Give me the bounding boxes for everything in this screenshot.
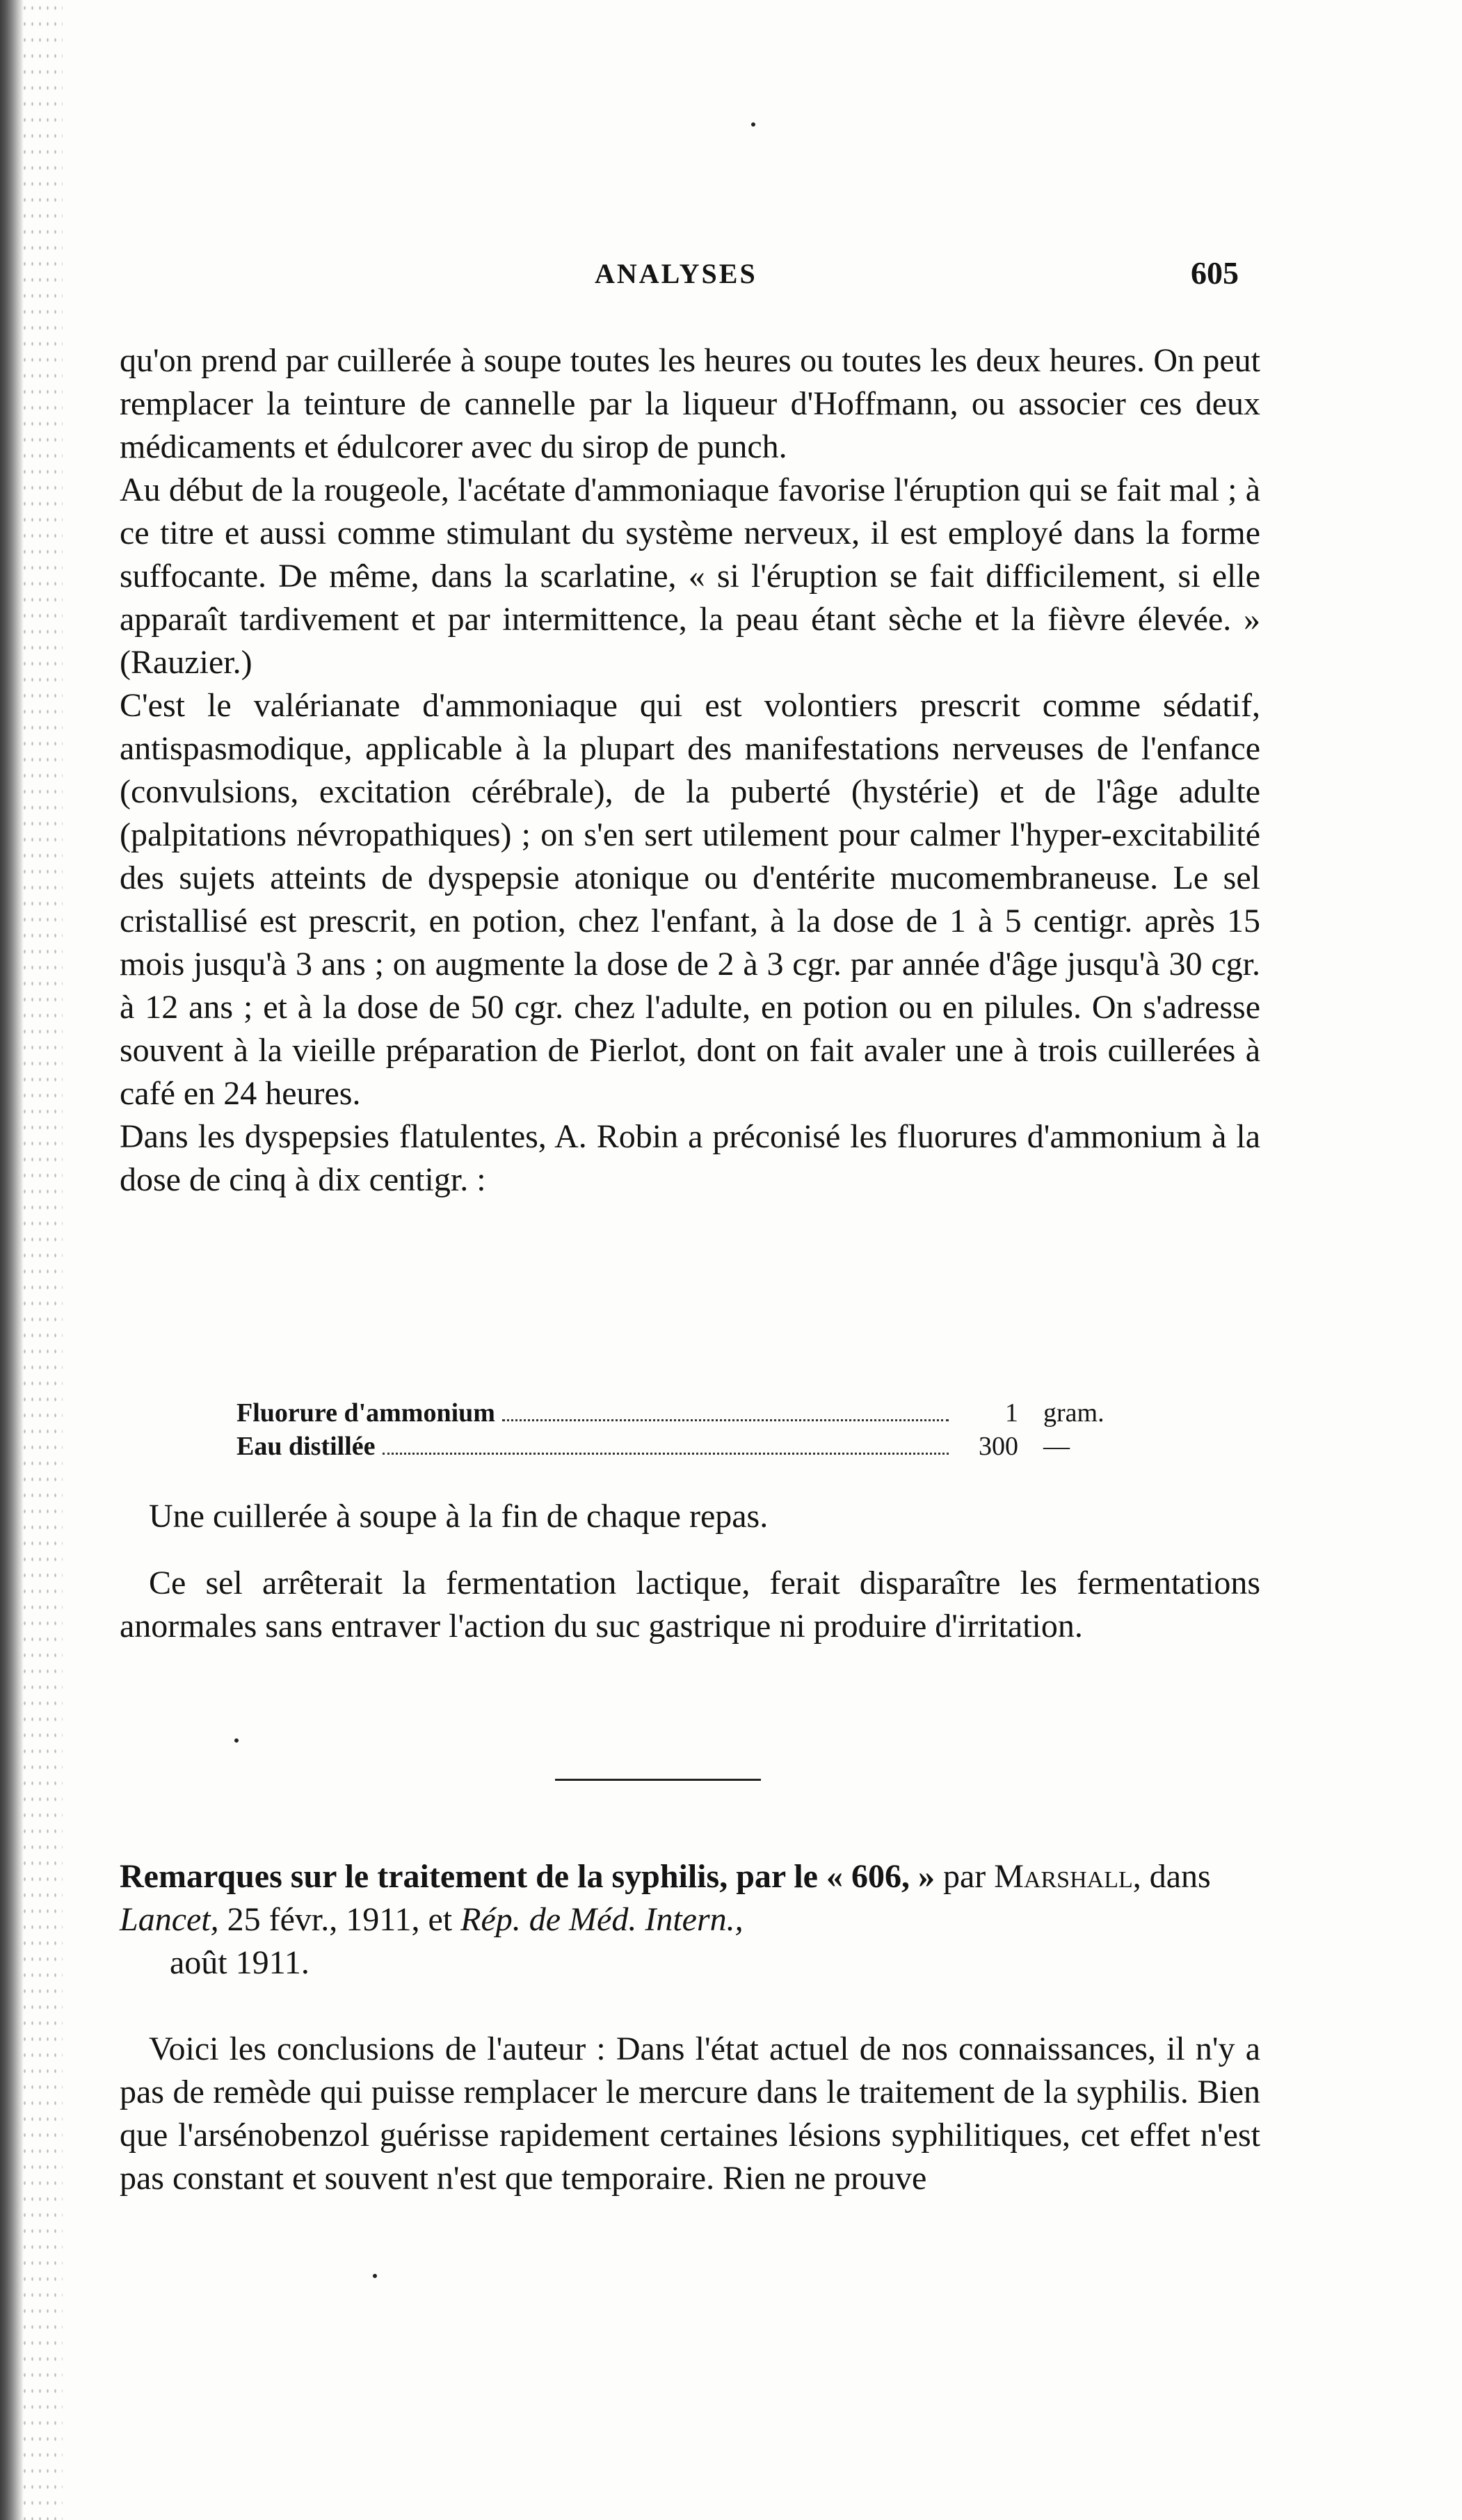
scan-speck [234, 1738, 239, 1743]
prescription-item: Fluorure d'ammonium [236, 1398, 495, 1428]
scan-speck [373, 2274, 377, 2278]
paragraph-dosage: Une cuillerée à soupe à la fin de chaque repas. [149, 1498, 769, 1535]
reference-in: dans [1149, 1858, 1211, 1895]
page-number: 605 [1191, 255, 1239, 291]
binding-speckle [21, 0, 63, 2520]
prescription-row [236, 1396, 1141, 1430]
prescription-unit: gram. [1043, 1398, 1104, 1428]
body-text-top [120, 339, 1260, 1202]
body-text-conclusion [120, 2028, 1260, 2200]
leader-dots [502, 1419, 949, 1421]
prescription-unit: — [1043, 1432, 1070, 1461]
running-title: ANALYSES [595, 258, 757, 289]
binding-shadow [0, 0, 24, 2520]
reference-by: par [942, 1858, 986, 1895]
reference-title: Remarques sur le traitement de la syphilis, par le « 606, » [120, 1858, 935, 1895]
paragraph-fermentation: Ce sel arrêterait la fermentation lactique, ferait disparaître les fermentations anormales sans entraver l'action du suc gastrique ni produire d'irritation. [120, 1565, 1260, 1645]
reference-journal-date: 25 févr., 1911, et [227, 1901, 453, 1938]
scan-speck [751, 122, 755, 127]
prescription-table [236, 1396, 1141, 1463]
reference-line [120, 1855, 1260, 1941]
paragraph-continuation: qu'on prend par cuillerée à soupe toutes les heures ou toutes les deux heures. On peut remplacer la teinture de cannelle par la liqueur d'Hoffmann, ou associer ces deux médicaments et édulcorer avec du sirop de punch. [120, 342, 1260, 465]
paragraph-valerianate: C'est le valérianate d'ammoniaque qui est volontiers prescrit comme sédatif, antispasmodique, applicable à la plupart des manifestations nerveuses de l'enfance (convulsions, excitation cérébrale), de la puberté (hystérie) et de l'âge adulte (palpitations névropathiques) ; on s'en sert utilement pour calmer l'hyper-excitabilité des sujets atteints de dyspepsie atonique ou d'entérite mucomembraneuse. Le sel cristallisé est prescrit, en potion, chez l'enfant, à la dose de 1 à 5 centigr. après 15 mois jusqu'à 3 ans ; on augmente la dose de 2 à 3 cgr. par année d'âge jusqu'à 30 cgr. à 12 ans ; et à la dose de 50 cgr. chez l'adulte, en potion ou en pilules. On s'adresse souvent à la vieille préparation de Pierlot, dont on fait avaler une à trois cuillerées à café en 24 heures. [120, 687, 1260, 1112]
leader-dots [383, 1453, 949, 1455]
running-head [0, 257, 1462, 299]
body-text-after-table [120, 1495, 1260, 1672]
reference-journal: Lancet, [120, 1901, 219, 1938]
reference-date-line [120, 1941, 1260, 1985]
paragraph-rougeole: Au début de la rougeole, l'acétate d'ammoniaque favorise l'éruption qui se fait mal ; à ce titre et aussi comme stimulant du système nerveux, il est employé dans la forme suffocante. De même, dans la scarlatine, « si l'éruption se fait difficilement, si elle apparaît tardivement et par intermittence, la peau étant sèche et la fièvre élevée. » (Rauzier.) [120, 471, 1260, 681]
reference-author: Marshall, [994, 1858, 1141, 1895]
prescription-row [236, 1430, 1141, 1463]
prescription-qty: 300 [979, 1432, 1018, 1461]
reference-review-date: août 1911. [170, 1944, 310, 1981]
paragraph-conclusion: Voici les conclusions de l'auteur : Dans l'état actuel de nos connaissances, il n'y a pas de remède qui puisse remplacer le mercure dans le traitement de la syphilis. Bien que l'arsénobenzol guérisse rapidement certaines lésions syphilitiques, cet effet n'est pas constant et souvent n'est que temporaire. Rien ne prouve [120, 2030, 1260, 2197]
reference-review: Rép. de Méd. Intern., [460, 1901, 744, 1938]
section-separator [555, 1779, 761, 1781]
prescription-qty: 1 [1005, 1398, 1018, 1428]
article-reference [120, 1855, 1260, 1985]
paragraph-dyspepsies: Dans les dyspepsies flatulentes, A. Robin a préconisé les fluorures d'ammonium à la dose de cinq à dix centigr. : [120, 1118, 1260, 1198]
prescription-item: Eau distillée [236, 1432, 376, 1461]
